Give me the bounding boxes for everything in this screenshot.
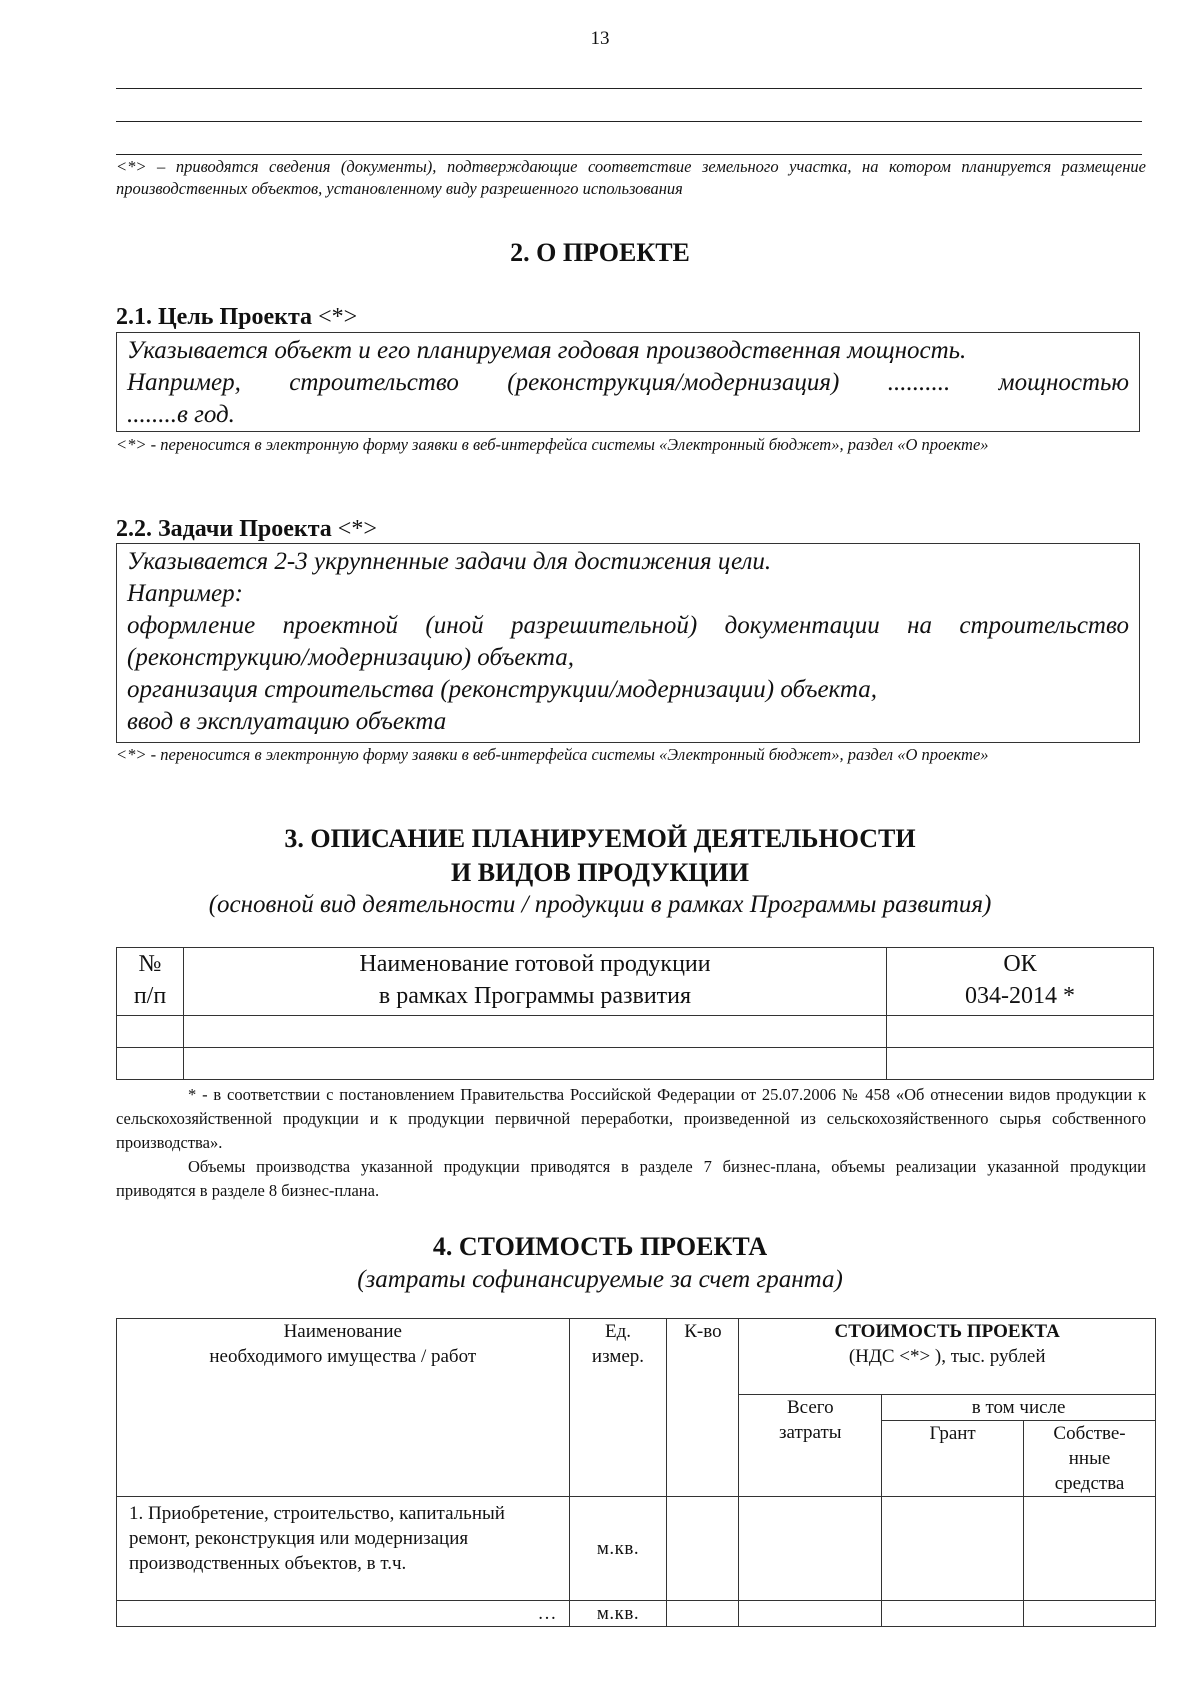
blank-line: [116, 121, 1142, 122]
section-3-title-line-2: И ВИДОВ ПРОДУКЦИИ: [451, 858, 749, 887]
unit-cell: м.кв.: [569, 1497, 667, 1601]
own-funds-header: [1024, 1421, 1156, 1497]
blank-line: [116, 88, 1142, 89]
tasks-footnote: <*> - переносится в электронную форму заявки в веб-интерфейса системы «Электронный бюджет», раздел «О проекте»: [116, 745, 989, 764]
goal-line-3: ........в год.: [127, 401, 235, 428]
ok-code-header-line-1: ОК: [1003, 951, 1037, 977]
total-costs-header-line-2: затраты: [779, 1422, 842, 1443]
item-name-cell: 1. Приобретение, строительство, капитальный ремонт, реконструкция или модернизация производственных объектов, в т.ч.: [117, 1497, 570, 1601]
product-name-header-line-2: в рамках Программы развития: [378, 983, 692, 1009]
goal-footnote: <*> - переносится в электронную форму заявки в веб-интерфейса системы «Электронный бюджет», раздел «О проекте»: [116, 435, 989, 454]
tasks-heading-text: 2.2. Задачи Проекта: [116, 516, 332, 542]
product-name-header: [184, 948, 887, 1016]
goal-line-2: Например, строительство (реконструкция/модернизация) .......... мощностью: [127, 369, 1129, 396]
own-funds-header-line-3: средства: [1054, 1473, 1125, 1494]
own-funds-cell: [1024, 1601, 1156, 1627]
table-cell: [117, 1048, 184, 1080]
volumes-note-text: Объемы производства указанной продукции приводятся в разделе 7 бизнес-плана, объемы реализации указанной продукции приводятся в разделе 8 бизнес-плана.: [116, 1157, 1146, 1200]
section-4-title: 4. СТОИМОСТЬ ПРОЕКТА: [432, 1232, 768, 1261]
goal-heading-mark: <*>: [318, 304, 358, 330]
own-funds-header-line-2: нные: [1068, 1448, 1111, 1469]
tasks-heading-mark: <*>: [337, 516, 377, 542]
including-header: в том числе: [882, 1395, 1156, 1421]
table-row: [117, 1048, 1154, 1080]
ok-code-header-line-2: 034-2014 *: [965, 983, 1075, 1009]
grant-cell: [882, 1497, 1024, 1601]
total-costs-cell: [739, 1497, 882, 1601]
number-header-line-1: №: [138, 951, 162, 977]
tasks-heading: [116, 516, 377, 543]
unit-header: [569, 1319, 667, 1497]
project-cost-header-title: СТОИМОСТЬ ПРОЕКТА: [834, 1321, 1060, 1342]
table-header-row: [117, 1319, 1156, 1395]
tasks-line-2: Например:: [127, 580, 243, 607]
products-table: [116, 947, 1154, 1080]
project-cost-header-subtitle: (НДС <*> ), тыс. рублей: [848, 1346, 1046, 1367]
table-cell: [184, 1048, 887, 1080]
product-name-header-line-1: Наименование готовой продукции: [359, 951, 711, 977]
tasks-box: [116, 543, 1140, 743]
land-footnote: <*> – приводятся сведения (документы), подтверждающие соответствие земельного участка, на котором планируется размещение производственных объектов, установленному виду разрешенного использования: [116, 157, 1146, 198]
volumes-note: [116, 1155, 1146, 1203]
goal-heading: [116, 304, 357, 331]
total-costs-header-line-1: Всего: [786, 1397, 834, 1418]
item-name-cell: …: [117, 1601, 570, 1627]
section-4-subtitle: (затраты софинансируемые за счет гранта): [357, 1266, 843, 1293]
section-2-title: 2. О ПРОЕКТЕ: [510, 238, 690, 267]
section-3-subtitle: (основной вид деятельности / продукции в рамках Программы развития): [208, 891, 992, 918]
number-header: [117, 948, 184, 1016]
total-costs-cell: [739, 1601, 882, 1627]
item-name-header: [117, 1319, 570, 1497]
own-funds-header-line-1: Собстве-: [1053, 1423, 1126, 1444]
own-funds-cell: [1024, 1497, 1156, 1601]
quantity-cell: [667, 1497, 739, 1601]
tasks-line-4: (реконструкцию/модернизацию) объекта,: [127, 644, 574, 671]
tasks-line-1: Указывается 2-3 укрупненные задачи для достижения цели.: [127, 548, 772, 575]
item-name-header-line-1: Наименование: [283, 1321, 402, 1342]
table-cell: [887, 1016, 1154, 1048]
project-cost-header: [739, 1319, 1156, 1395]
table-cell: [887, 1048, 1154, 1080]
quantity-header: К-во: [667, 1319, 739, 1497]
total-costs-header: [739, 1395, 882, 1497]
tasks-line-5: организация строительства (реконструкции/модернизации) объекта,: [127, 676, 878, 703]
table-header-row: [117, 948, 1154, 1016]
goal-heading-text: 2.1. Цель Проекта: [116, 304, 313, 330]
item-name-header-line-2: необходимого имущества / работ: [209, 1346, 477, 1367]
page-number: 13: [590, 28, 610, 49]
number-header-line-2: п/п: [133, 983, 167, 1009]
table-cell: [117, 1016, 184, 1048]
table-row: [117, 1497, 1156, 1601]
ok-code-header: [887, 948, 1154, 1016]
unit-header-line-1: Ед.: [604, 1321, 631, 1342]
section-3-title-line-1: 3. ОПИСАНИЕ ПЛАНИРУЕМОЙ ДЕЯТЕЛЬНОСТИ: [284, 824, 916, 853]
products-footnote: [116, 1083, 1146, 1155]
table-row: [117, 1016, 1154, 1048]
quantity-cell: [667, 1601, 739, 1627]
cost-table: [116, 1318, 1156, 1627]
goal-box: [116, 332, 1140, 432]
table-cell: [184, 1016, 887, 1048]
tasks-line-6: ввод в эксплуатацию объекта: [127, 708, 447, 735]
blank-line: [116, 154, 1142, 155]
table-row: [117, 1601, 1156, 1627]
goal-line-1: Указывается объект и его планируемая годовая производственная мощность.: [127, 337, 967, 364]
unit-cell: м.кв.: [569, 1601, 667, 1627]
unit-header-line-2: измер.: [591, 1346, 645, 1367]
tasks-line-3: оформление проектной (иной разрешительной) документации на строительство: [127, 612, 1129, 639]
grant-header: Грант: [882, 1421, 1024, 1497]
grant-cell: [882, 1601, 1024, 1627]
products-footnote-text: * - в соответствии с постановлением Правительства Российской Федерации от 25.07.2006 № 458 «Об отнесении видов продукции к сельскохозяйственной продукции и к продукции первичной переработки, произведенной из сельскохозяйственного сырья собственного производства».: [116, 1085, 1146, 1152]
